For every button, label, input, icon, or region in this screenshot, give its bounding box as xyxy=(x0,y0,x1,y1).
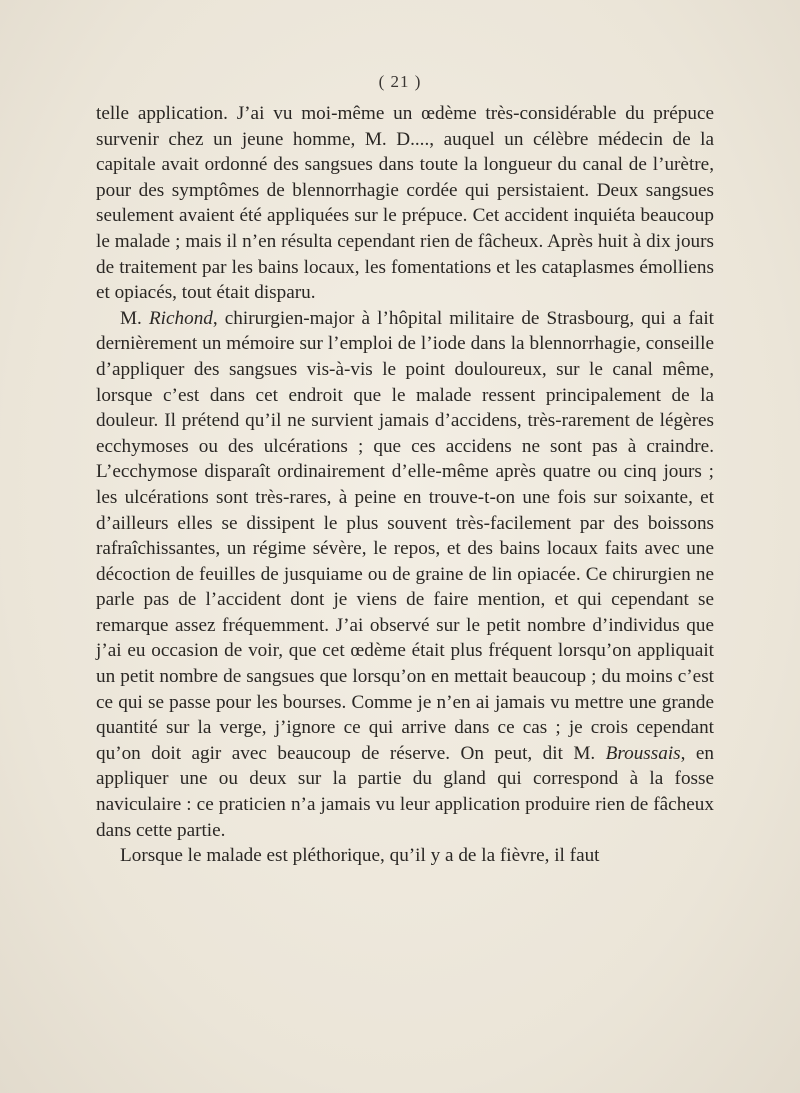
text-run: M. xyxy=(120,307,149,329)
paragraph xyxy=(96,306,714,843)
text-run: telle application. J’ai vu moi-même un œdème très-considérable du prépuce survenir chez un jeune homme, M. D...., auquel un célèbre médecin de la capitale avait ordonné des sangsues dans toute la longueur du canal de l’urètre, pour des symptômes de blennorrhagie cordée qui persistaient. Deux sangsues seulement avaient été appliquées sur le prépuce. Cet accident inquiéta beaucoup le malade ; mais il n’en résulta cependant rien de fâcheux. Après huit à dix jours de traitement par les bains locaux, les fomentations et les cataplasmes émolliens et opiacés, tout était disparu. xyxy=(96,103,714,304)
paragraph xyxy=(96,101,714,306)
author-name-italic: Broussais xyxy=(605,742,681,764)
text-run: , chirurgien-major à l’hôpital militaire de Strasbourg, qui a fait dernièrement un mémoire sur l’emploi de l’iode dans la blennorrhagie, conseille d’appliquer des sangsues vis-à-vis le point douloureux, sur le canal même, lorsque c’est dans cet endroit que le malade ressent principalement de la douleur. Il prétend qu’il ne survient jamais d’accidens, très-rarement de légères ecchymoses ou des ulcérations ; que ces accidens ne sont pas à craindre. L’ecchymose disparaît ordinairement d’elle-même après quatre ou cinq jours ; les ulcérations sont très-rares, à peine en trouve-t-on une fois sur soixante, et d’ailleurs elles se dissipent le plus souvent très-facilement par des boissons rafraîchissantes, un régime sévère, le repos, et des bains locaux faits avec une décoction de feuilles de jusquiame ou de graine de lin opiacée. Ce chirurgien ne parle pas de l’accident dont je viens de faire mention, et qui cependant se remarque assez fréquemment. J’ai observé sur le petit nombre d’individus que j’ai eu occasion de voir, que cet œdème était plus fréquent lorsqu’on appliquait un petit nombre de sangsues que lorsqu’on en mettait beaucoup ; du moins c’est ce qui se passe pour les bourses. Comme je n’en ai jamais vu mettre une grande quantité sur la verge, j’ignore ce qui arrive dans ce cas ; je crois cependant qu’on doit agir avec beaucoup de réserve. On peut, dit M. xyxy=(96,307,714,764)
text-run: , en appliquer une ou deux sur la partie du gland qui correspond à la fosse naviculaire : ce praticien n’a jamais vu leur application produire rien de fâcheux dans cette partie. xyxy=(96,742,714,841)
text-run: Lorsque le malade est pléthorique, qu’il y a de la fièvre, il faut xyxy=(120,845,600,867)
paragraph xyxy=(96,843,714,869)
page-number: ( 21 ) xyxy=(378,72,422,91)
body-text xyxy=(96,101,714,869)
author-name-italic: Richond xyxy=(148,307,213,329)
